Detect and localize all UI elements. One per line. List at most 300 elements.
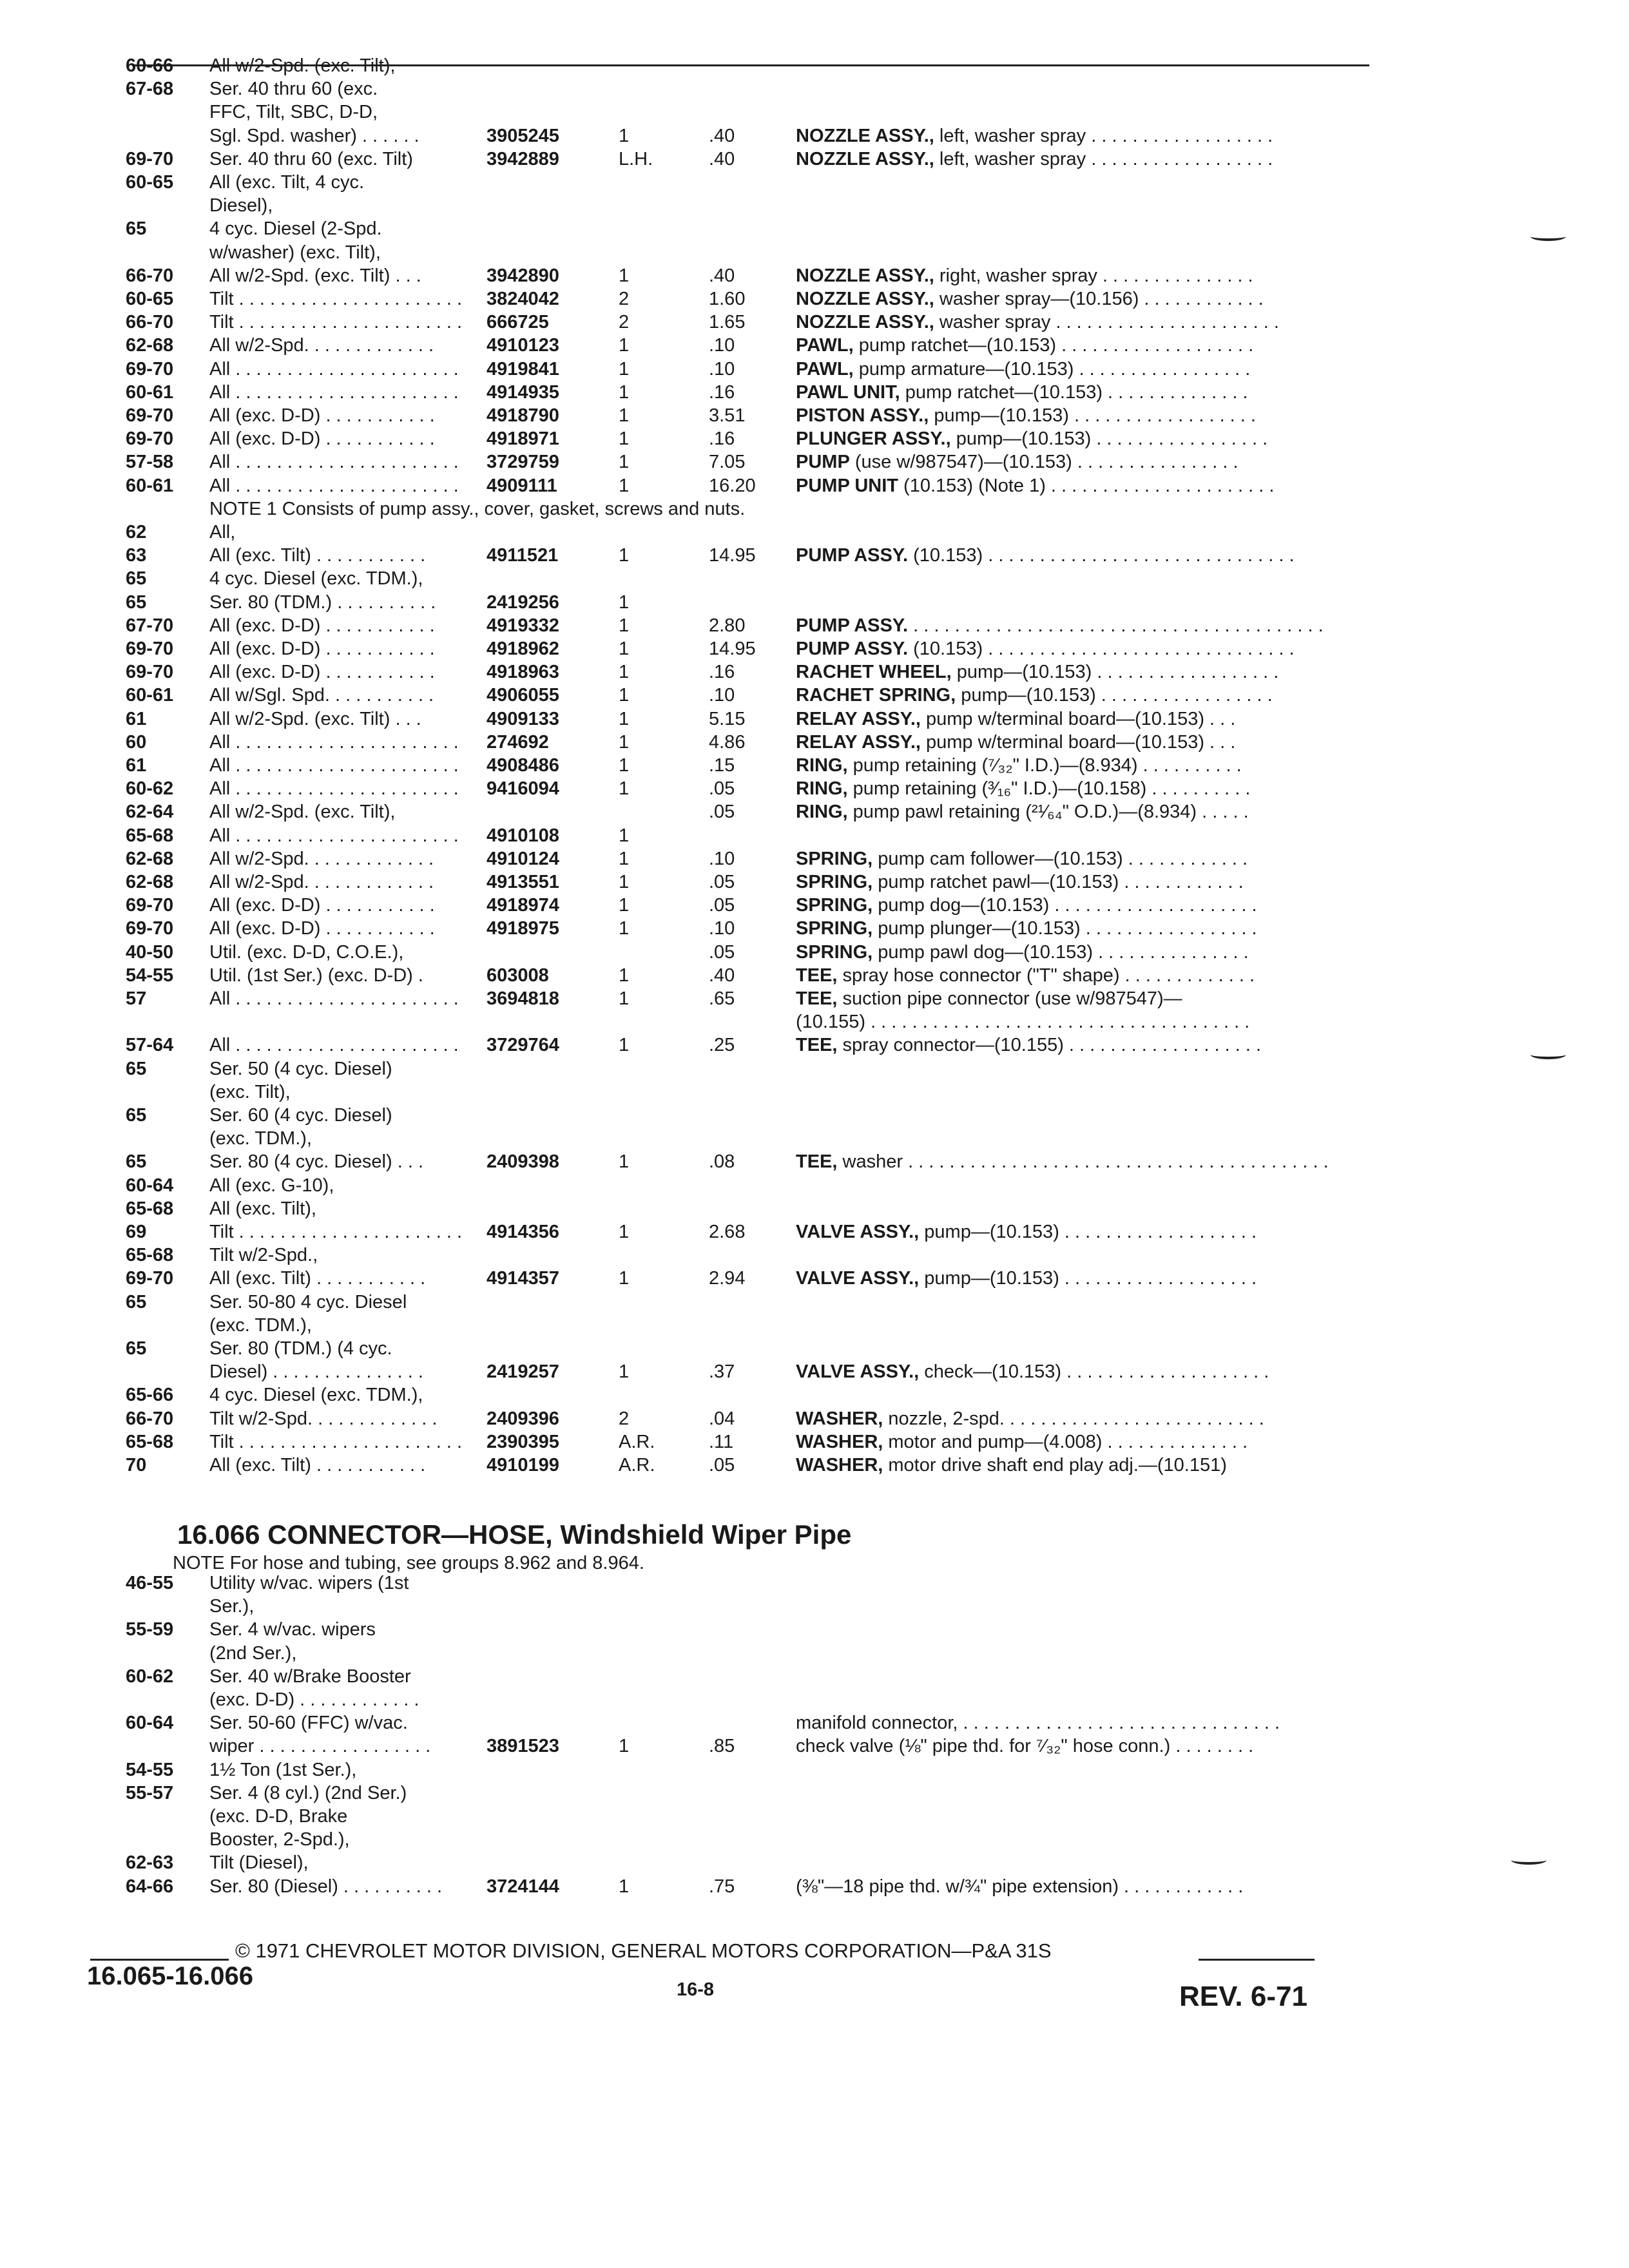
application: Ser. 50-60 (FFC) w/vac. — [209, 1713, 408, 1734]
model-years: 60-61 — [126, 381, 174, 403]
application: Diesel) . . . . . . . . . . . . . . . — [209, 1361, 423, 1383]
part-detail: check—(10.153) . . . . . . . . . . . . . . . . . . . . — [919, 1361, 1269, 1383]
part-name: SPRING, — [796, 941, 873, 963]
model-years: 60-62 — [126, 1666, 174, 1687]
part-name: RACHET SPRING, — [796, 685, 956, 706]
part-number: 4911521 — [487, 545, 559, 566]
part-number: 666725 — [487, 312, 549, 333]
application: All (exc. Tilt) . . . . . . . . . . . — [209, 1268, 426, 1289]
price: .05 — [709, 802, 735, 823]
description — [796, 941, 1249, 963]
price: .75 — [709, 1876, 735, 1897]
application: Ser. 40 thru 60 (exc. — [209, 79, 378, 100]
application: Util. (1st Ser.) (exc. D-D) . — [209, 965, 423, 986]
part-detail: motor drive shaft end play adj.—(10.151) — [883, 1455, 1227, 1475]
part-detail: pump pawl dog—(10.153) . . . . . . . . . . . . . . . — [872, 941, 1249, 963]
part-number: 4918790 — [487, 405, 559, 426]
part-number: 3824042 — [487, 289, 559, 309]
part-name: PAWL, — [796, 358, 854, 380]
model-years: 62-64 — [126, 802, 174, 823]
price: .08 — [709, 1151, 735, 1173]
quantity: 2 — [619, 289, 630, 309]
description — [796, 1431, 1248, 1453]
description — [796, 1267, 1257, 1289]
price: .10 — [709, 918, 735, 939]
model-years: 60-61 — [126, 475, 174, 496]
description — [796, 848, 1248, 870]
description — [796, 1712, 1280, 1734]
description — [796, 475, 1274, 497]
model-years: 70 — [126, 1455, 147, 1475]
model-years: 66-70 — [126, 1408, 174, 1429]
part-name: WASHER, — [796, 1431, 883, 1452]
application: 1½ Ton (1st Ser.), — [209, 1759, 357, 1780]
quantity: 1 — [619, 848, 630, 869]
quantity: 1 — [619, 335, 630, 356]
quantity: 1 — [619, 381, 630, 403]
page-number: 16-8 — [677, 1979, 715, 2000]
model-years: 57-64 — [126, 1035, 174, 1056]
model-years: 69-70 — [126, 405, 174, 426]
part-detail: pump retaining (⁷⁄₃₂" I.D.)—(8.934) . . . . . . . . . . — [847, 755, 1242, 776]
application: (2nd Ser.), — [209, 1642, 297, 1664]
description — [796, 311, 1279, 333]
price: .16 — [709, 662, 735, 683]
part-number: 274692 — [487, 731, 549, 753]
model-years: 66-70 — [126, 265, 174, 286]
model-years: 54-55 — [126, 965, 174, 986]
application: All . . . . . . . . . . . . . . . . . . . . . . — [209, 731, 459, 753]
application: Ser. 4 w/vac. wipers — [209, 1619, 376, 1640]
description — [796, 381, 1248, 403]
description — [796, 801, 1249, 823]
part-name: SPRING, — [796, 918, 873, 939]
part-name: PLUNGER ASSY., — [796, 428, 951, 450]
part-number: 4918962 — [487, 639, 559, 659]
part-number: 4909111 — [487, 475, 557, 496]
application: NOTE 1 Consists of pump assy., cover, gasket, screws and nuts. — [209, 498, 746, 519]
quantity: 1 — [619, 1222, 630, 1242]
part-detail: washer . . . . . . . . . . . . . . . . . . . . . . . . . . . . . . . . . . . . . . . . . — [837, 1151, 1329, 1173]
part-detail: washer spray . . . . . . . . . . . . . . . . . . . . . . — [934, 312, 1279, 333]
part-number: 4908486 — [487, 755, 559, 776]
application: Ser. 50-80 4 cyc. Diesel — [209, 1291, 407, 1312]
part-detail: pump—(10.153) . . . . . . . . . . . . . . . . . — [956, 685, 1273, 706]
price: .40 — [709, 265, 735, 286]
part-name: TEE, — [796, 1035, 838, 1056]
model-years: 55-57 — [126, 1782, 174, 1803]
description — [796, 731, 1235, 753]
application: 4 cyc. Diesel (exc. TDM.), — [209, 1385, 423, 1406]
quantity: 1 — [619, 1035, 630, 1056]
application: All w/2-Spd. . . . . . . . . . . . . — [209, 335, 434, 356]
part-number: 2409396 — [487, 1408, 559, 1429]
part-name: PUMP ASSY. — [796, 615, 909, 636]
section-range: 16.065-16.066 — [87, 1962, 254, 1990]
price: .10 — [709, 358, 735, 380]
part-number: 4918971 — [487, 428, 559, 450]
section-heading: 16.066 CONNECTOR—HOSE, Windshield Wiper Pipe — [177, 1519, 852, 1550]
part-name: VALVE ASSY., — [796, 1268, 920, 1289]
part-number: 4914357 — [487, 1268, 559, 1289]
price: 4.86 — [709, 731, 746, 753]
margin-mark — [1530, 232, 1566, 241]
part-number: 9416094 — [487, 778, 559, 800]
price: 3.51 — [709, 405, 746, 426]
application: All . . . . . . . . . . . . . . . . . . . . . . — [209, 778, 459, 800]
application: All (exc. Tilt, 4 cyc. — [209, 172, 365, 193]
model-years: 60-66 — [126, 55, 174, 76]
price: .16 — [709, 381, 735, 403]
part-name: VALVE ASSY., — [796, 1361, 920, 1383]
part-detail: pump ratchet pawl—(10.153) . . . . . . . . . . . . — [872, 872, 1244, 892]
part-number: 3729759 — [487, 452, 559, 473]
price: .40 — [709, 125, 735, 146]
application: Ser. 50 (4 cyc. Diesel) — [209, 1058, 392, 1079]
part-detail: left, washer spray . . . . . . . . . . . . . . . . . . — [934, 148, 1273, 169]
part-name: NOZZLE ASSY., — [796, 312, 934, 333]
model-years: 57-58 — [126, 452, 174, 473]
description — [796, 778, 1250, 800]
price: 2.80 — [709, 615, 746, 636]
quantity: 1 — [619, 639, 630, 659]
model-years: 61 — [126, 755, 147, 776]
part-detail: . . . . . . . . . . . . . . . . . . . . . . . . . . . . . . . . . . . . . . . . — [908, 615, 1324, 636]
quantity: 1 — [619, 1268, 630, 1289]
quantity: 2 — [619, 312, 630, 333]
part-name: SPRING, — [796, 895, 873, 916]
price: .40 — [709, 148, 735, 169]
application: All (exc. D-D) . . . . . . . . . . . — [209, 405, 435, 426]
model-years: 69 — [126, 1222, 147, 1242]
model-years: 69-70 — [126, 358, 174, 380]
part-name: PAWL UNIT, — [796, 381, 900, 403]
part-detail: right, washer spray . . . . . . . . . . . . . . . — [934, 265, 1253, 286]
quantity: L.H. — [619, 148, 653, 169]
model-years: 65-68 — [126, 1431, 174, 1452]
application: All . . . . . . . . . . . . . . . . . . . . . . — [209, 475, 459, 496]
application: Tilt (Diesel), — [209, 1852, 309, 1874]
application: Tilt . . . . . . . . . . . . . . . . . . . . . . — [209, 1431, 463, 1452]
model-years: 69-70 — [126, 895, 174, 916]
price: .65 — [709, 988, 735, 1009]
part-number: 4910124 — [487, 848, 559, 869]
part-detail: (10.153) . . . . . . . . . . . . . . . . . . . . . . . . . . . . . . — [908, 545, 1295, 566]
part-number: 3694818 — [487, 988, 559, 1009]
description — [796, 544, 1295, 566]
application: Ser. 80 (4 cyc. Diesel) . . . — [209, 1151, 423, 1173]
part-name: PAWL, — [796, 335, 854, 356]
part-detail: pump armature—(10.153) . . . . . . . . . . . . . . . . . — [853, 358, 1251, 380]
price: 16.20 — [709, 475, 756, 496]
part-detail: pump ratchet—(10.153) . . . . . . . . . . . . . . . . . . . — [853, 335, 1254, 356]
part-name: RELAY ASSY., — [796, 708, 921, 729]
quantity: 1 — [619, 615, 630, 636]
part-detail: nozzle, 2-spd. . . . . . . . . . . . . . . . . . . . . . . . . . — [883, 1408, 1264, 1429]
application: All w/2-Spd. (exc. Tilt) . . . — [209, 265, 421, 286]
part-number: 2419256 — [487, 591, 559, 613]
description — [796, 288, 1264, 310]
application: All w/2-Spd. (exc. Tilt), — [209, 802, 396, 823]
part-name: RING, — [796, 802, 848, 823]
application: All (exc. D-D) . . . . . . . . . . . — [209, 918, 435, 939]
part-number: 4913551 — [487, 872, 559, 892]
price: .05 — [709, 872, 735, 892]
application: Tilt w/2-Spd. . . . . . . . . . . . . — [209, 1408, 438, 1429]
application: (exc. TDM.), — [209, 1128, 312, 1149]
part-number: 3942890 — [487, 265, 559, 286]
price: .05 — [709, 941, 735, 963]
description — [796, 1151, 1329, 1173]
application: All w/Sgl. Spd. . . . . . . . . . . — [209, 685, 434, 706]
description — [796, 1361, 1269, 1383]
price: .04 — [709, 1408, 735, 1429]
application: All (exc. D-D) . . . . . . . . . . . — [209, 639, 435, 659]
description — [796, 1735, 1253, 1757]
model-years: 65 — [126, 591, 147, 613]
application: (exc. Tilt), — [209, 1081, 291, 1102]
model-years: 65 — [126, 1058, 147, 1079]
model-years: 65 — [126, 568, 147, 590]
model-years: 60-64 — [126, 1713, 174, 1734]
part-detail: motor and pump—(4.008) . . . . . . . . . . . . . . — [883, 1431, 1248, 1452]
price: .05 — [709, 895, 735, 916]
part-name: PUMP ASSY. — [796, 545, 909, 566]
model-years: 69-70 — [126, 918, 174, 939]
part-name: NOZZLE ASSY., — [796, 289, 934, 309]
application: All . . . . . . . . . . . . . . . . . . . . . . — [209, 452, 459, 473]
description — [796, 708, 1235, 730]
application: All (exc. Tilt) . . . . . . . . . . . — [209, 545, 426, 566]
model-years: 62-68 — [126, 872, 174, 892]
model-years: 64-66 — [126, 1876, 174, 1897]
margin-mark — [1530, 1050, 1566, 1059]
application: Util. (exc. D-D, C.O.E.), — [209, 941, 404, 963]
description — [796, 965, 1255, 986]
part-name: NOZZLE ASSY., — [796, 265, 934, 286]
part-number: 3905245 — [487, 125, 559, 146]
part-number: 4906055 — [487, 685, 559, 706]
model-years: 69-70 — [126, 428, 174, 450]
application: w/washer) (exc. Tilt), — [209, 242, 381, 263]
part-detail: spray hose connector ("T" shape) . . . . . . . . . . . . . — [837, 965, 1255, 986]
quantity: 1 — [619, 405, 630, 426]
part-name: SPRING, — [796, 872, 873, 892]
part-detail: (use w/987547)—(10.153) . . . . . . . . . . . . . . . . — [849, 452, 1239, 473]
price: .16 — [709, 428, 735, 450]
part-name: NOZZLE ASSY., — [796, 148, 934, 169]
model-years: 65 — [126, 1338, 147, 1359]
revision-label: REV. 6-71 — [1179, 1981, 1307, 2012]
section-note: NOTE For hose and tubing, see groups 8.962 and 8.964. — [173, 1553, 644, 1573]
model-years: 60 — [126, 731, 147, 753]
part-name: RING, — [796, 778, 848, 800]
part-number: 4909133 — [487, 708, 559, 729]
part-detail: pump pawl retaining (²¹⁄₆₄" O.D.)—(8.934) . . . . . — [847, 802, 1249, 823]
quantity: 1 — [619, 591, 630, 613]
model-years: 65 — [126, 218, 147, 240]
part-detail: pump dog—(10.153) . . . . . . . . . . . . . . . . . . . . — [872, 895, 1257, 916]
quantity: 1 — [619, 755, 630, 776]
part-name: SPRING, — [796, 848, 873, 869]
application: Sgl. Spd. washer) . . . . . . — [209, 125, 419, 146]
application: Ser. 60 (4 cyc. Diesel) — [209, 1105, 392, 1126]
part-name: RING, — [796, 755, 848, 776]
part-number: 2409398 — [487, 1151, 559, 1173]
part-number: 3942889 — [487, 148, 559, 169]
description — [796, 451, 1239, 473]
part-number: 4919332 — [487, 615, 559, 636]
model-years: 65-68 — [126, 825, 174, 846]
part-detail: spray connector—(10.155) . . . . . . . . . . . . . . . . . . . — [837, 1035, 1262, 1056]
description — [796, 334, 1253, 356]
application: Ser. 80 (TDM.) . . . . . . . . . . — [209, 591, 436, 613]
part-number: 603008 — [487, 965, 549, 986]
part-detail: pump—(10.153) . . . . . . . . . . . . . . . . . . — [929, 405, 1256, 426]
application: (exc. TDM.), — [209, 1314, 312, 1336]
part-detail: (⅜"—18 pipe thd. w/¾" pipe extension) . . . . . . . . . . . . — [796, 1876, 1244, 1897]
description — [796, 918, 1257, 939]
application: Ser. 80 (Diesel) . . . . . . . . . . — [209, 1876, 442, 1897]
copyright-line: © 1971 CHEVROLET MOTOR DIVISION, GENERAL MOTORS CORPORATION—P&A 31S — [235, 1939, 1052, 1962]
part-detail: pump—(10.153) . . . . . . . . . . . . . . . . . — [950, 428, 1268, 450]
model-years: 54-55 — [126, 1759, 174, 1780]
price: .10 — [709, 685, 735, 706]
application: All (exc. D-D) . . . . . . . . . . . — [209, 615, 435, 636]
model-years: 62-63 — [126, 1852, 174, 1874]
model-years: 65 — [126, 1105, 147, 1126]
price: .85 — [709, 1736, 735, 1757]
application: Ser. 80 (TDM.) (4 cyc. — [209, 1338, 392, 1359]
price: .25 — [709, 1035, 735, 1056]
application: Tilt . . . . . . . . . . . . . . . . . . . . . . — [209, 1222, 463, 1242]
description — [796, 894, 1257, 916]
description — [796, 265, 1253, 287]
footer-rule-left — [90, 1959, 229, 1961]
part-number: 4910123 — [487, 335, 559, 356]
model-years: 67-68 — [126, 79, 174, 100]
part-number: 3729764 — [487, 1035, 559, 1056]
price: 1.60 — [709, 289, 746, 309]
description — [796, 871, 1244, 893]
application: Ser. 40 thru 60 (exc. Tilt) — [209, 148, 413, 169]
application: All (exc. G-10), — [209, 1175, 334, 1196]
description — [796, 638, 1295, 660]
application: Tilt w/2-Spd., — [209, 1245, 318, 1266]
application: FFC, Tilt, SBC, D-D, — [209, 102, 378, 123]
model-years: 65 — [126, 1291, 147, 1312]
application: 4 cyc. Diesel (exc. TDM.), — [209, 568, 423, 590]
price: .10 — [709, 335, 735, 356]
description — [796, 615, 1324, 637]
description — [796, 148, 1273, 170]
part-number: 4918975 — [487, 918, 559, 939]
price: 5.15 — [709, 708, 746, 729]
application: Diesel), — [209, 195, 273, 216]
model-years: 62-68 — [126, 335, 174, 356]
price: .37 — [709, 1361, 735, 1383]
description — [796, 1876, 1243, 1898]
description — [796, 754, 1242, 776]
description — [796, 1454, 1227, 1476]
model-years: 65-68 — [126, 1245, 174, 1266]
part-name: PISTON ASSY., — [796, 405, 929, 426]
model-years: 61 — [126, 708, 147, 729]
quantity: 1 — [619, 778, 630, 800]
description — [796, 1034, 1261, 1056]
quantity: 1 — [619, 918, 630, 939]
margin-mark — [1511, 1856, 1547, 1865]
part-detail: pump ratchet—(10.153) . . . . . . . . . . . . . . — [900, 381, 1248, 403]
quantity: 1 — [619, 872, 630, 892]
part-name: NOZZLE ASSY., — [796, 125, 934, 146]
description — [796, 405, 1256, 427]
quantity: 1 — [619, 428, 630, 450]
application: All w/2-Spd. . . . . . . . . . . . . — [209, 848, 434, 869]
model-years: 60-62 — [126, 778, 174, 800]
application: All (exc. D-D) . . . . . . . . . . . — [209, 895, 435, 916]
model-years: 60-61 — [126, 685, 174, 706]
application: All (exc. D-D) . . . . . . . . . . . — [209, 428, 435, 450]
application: All (exc. D-D) . . . . . . . . . . . — [209, 662, 435, 683]
part-detail: pump plunger—(10.153) . . . . . . . . . . . . . . . . . — [872, 918, 1257, 939]
footer-rule-right — [1199, 1959, 1315, 1961]
application: Booster, 2-Spd.), — [209, 1829, 350, 1850]
description — [796, 125, 1273, 147]
part-number: 4918963 — [487, 662, 559, 683]
description — [796, 684, 1273, 706]
quantity: 1 — [619, 475, 630, 496]
part-detail: washer spray—(10.156) . . . . . . . . . . . . — [934, 289, 1264, 309]
application: All . . . . . . . . . . . . . . . . . . . . . . — [209, 825, 459, 846]
part-name: VALVE ASSY., — [796, 1222, 920, 1242]
model-years: 60-65 — [126, 172, 174, 193]
model-years: 67-70 — [126, 615, 174, 636]
application: Ser.), — [209, 1596, 255, 1617]
model-years: 63 — [126, 545, 147, 566]
part-number: 4914356 — [487, 1222, 559, 1242]
price: 7.05 — [709, 452, 746, 473]
part-detail: manifold connector, . . . . . . . . . . . . . . . . . . . . . . . . . . . . . . . — [796, 1713, 1280, 1734]
quantity: 1 — [619, 452, 630, 473]
part-name: WASHER, — [796, 1455, 883, 1475]
model-years: 40-50 — [126, 941, 174, 963]
price: 14.95 — [709, 639, 756, 659]
model-years: 69-70 — [126, 148, 174, 169]
quantity: 1 — [619, 1151, 630, 1173]
quantity: 1 — [619, 708, 630, 729]
model-years: 60-65 — [126, 289, 174, 309]
part-number: 3724144 — [487, 1876, 559, 1897]
part-detail: (10.153) (Note 1) . . . . . . . . . . . . . . . . . . . . . . — [898, 475, 1275, 496]
description — [796, 358, 1250, 380]
model-years: 66-70 — [126, 312, 174, 333]
part-name: TEE, — [796, 988, 838, 1009]
part-number: 2390395 — [487, 1431, 559, 1452]
model-years: 69-70 — [126, 1268, 174, 1289]
quantity: 1 — [619, 825, 630, 846]
quantity: 1 — [619, 662, 630, 683]
description — [796, 1221, 1257, 1243]
model-years: 57 — [126, 988, 147, 1009]
model-years: 62-68 — [126, 848, 174, 869]
application: (exc. D-D) . . . . . . . . . . . . — [209, 1689, 419, 1710]
part-number: 3891523 — [487, 1736, 559, 1757]
part-detail: (10.155) . . . . . . . . . . . . . . . . . . . . . . . . . . . . . . . . . . . . . — [796, 1012, 1250, 1033]
application: Utility w/vac. wipers (1st — [209, 1573, 409, 1593]
description — [796, 428, 1268, 450]
part-detail: pump w/terminal board—(10.153) . . . — [920, 708, 1236, 729]
